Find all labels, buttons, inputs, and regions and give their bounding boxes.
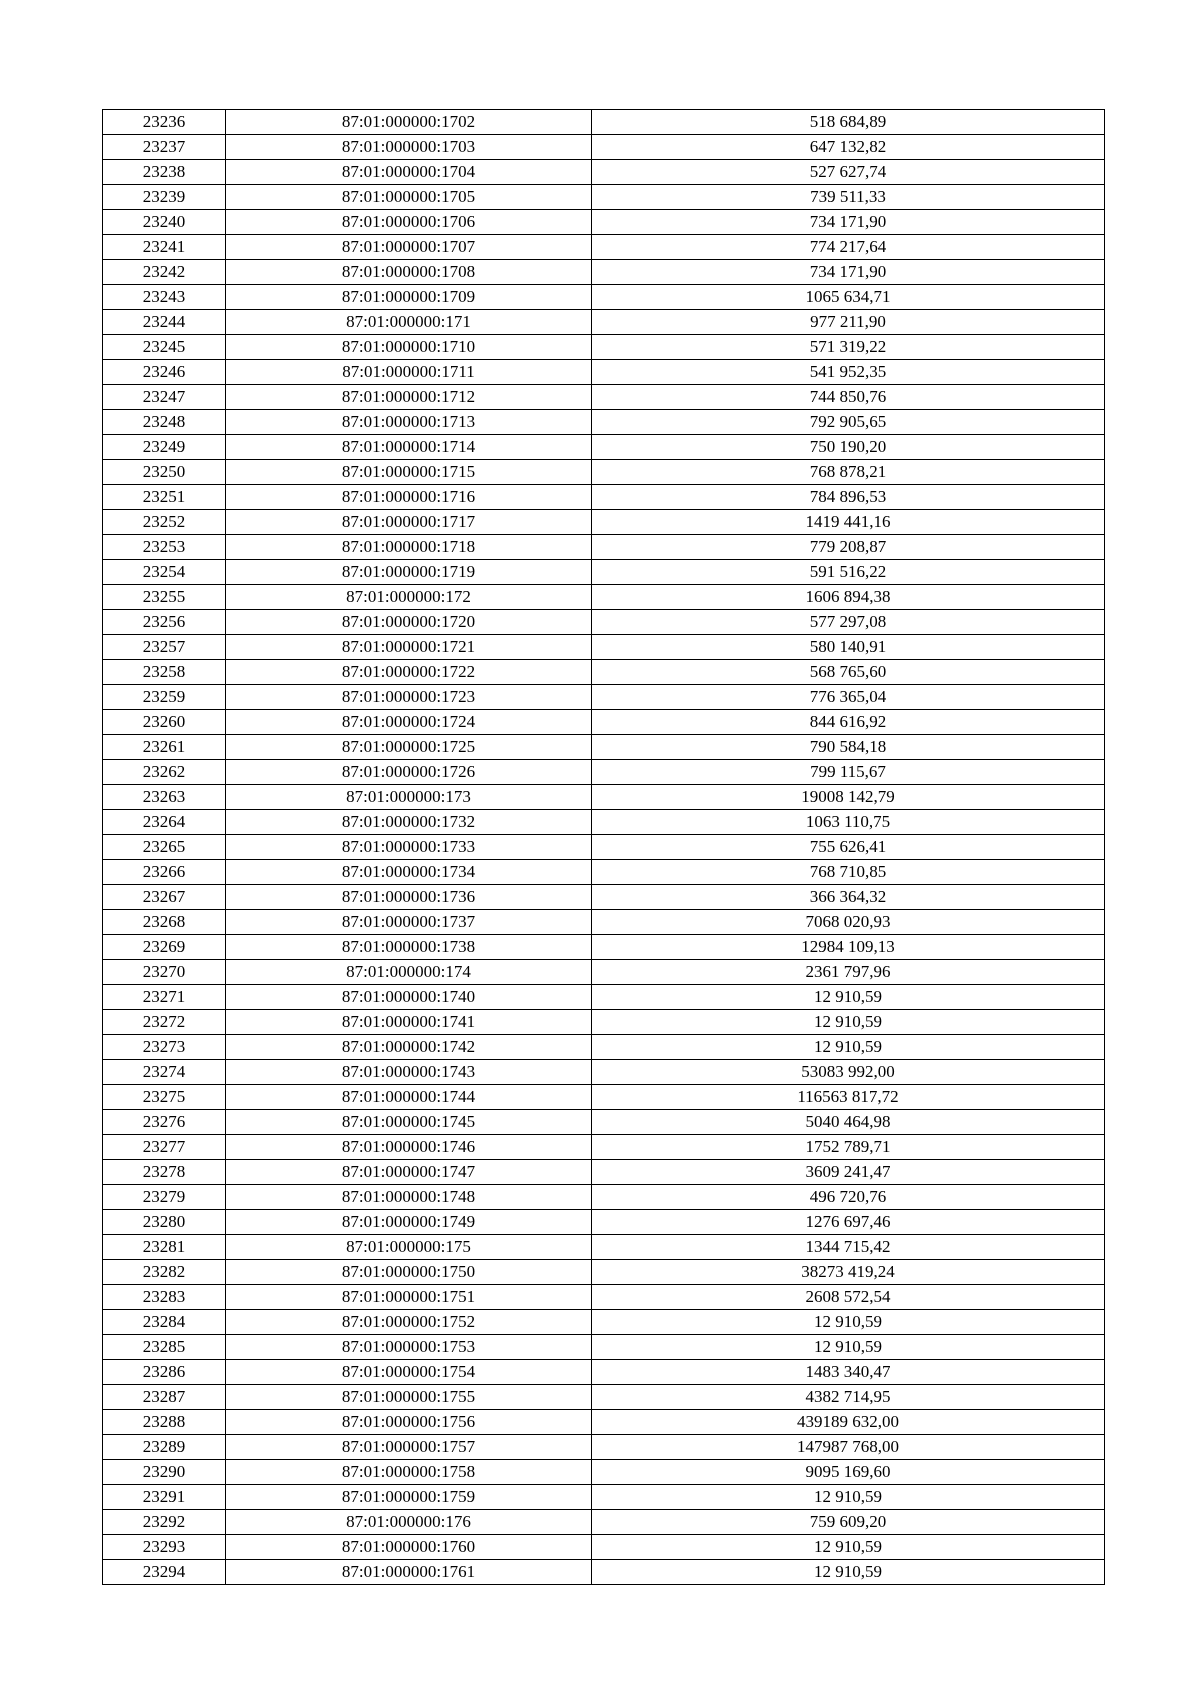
- row-number-cell: 23266: [103, 860, 226, 885]
- cadastral-number-cell: 87:01:000000:1708: [226, 260, 592, 285]
- value-cell: 1276 697,46: [592, 1210, 1105, 1235]
- table-row: [103, 885, 1105, 910]
- cadastral-number-cell: 87:01:000000:1714: [226, 435, 592, 460]
- table-row: [103, 1085, 1105, 1110]
- table-row: [103, 1010, 1105, 1035]
- cadastral-number-cell: 87:01:000000:1711: [226, 360, 592, 385]
- table-row: [103, 535, 1105, 560]
- table-row: [103, 1360, 1105, 1385]
- row-number-cell: 23238: [103, 160, 226, 185]
- cadastral-number-cell: 87:01:000000:1726: [226, 760, 592, 785]
- cadastral-value-table: [102, 109, 1105, 1585]
- row-number-cell: 23283: [103, 1285, 226, 1310]
- table-row: [103, 585, 1105, 610]
- value-cell: 12 910,59: [592, 1335, 1105, 1360]
- row-number-cell: 23272: [103, 1010, 226, 1035]
- value-cell: 571 319,22: [592, 335, 1105, 360]
- value-cell: 5040 464,98: [592, 1110, 1105, 1135]
- row-number-cell: 23292: [103, 1510, 226, 1535]
- row-number-cell: 23277: [103, 1135, 226, 1160]
- row-number-cell: 23291: [103, 1485, 226, 1510]
- row-number-cell: 23240: [103, 210, 226, 235]
- row-number-cell: 23248: [103, 410, 226, 435]
- table-row: [103, 1485, 1105, 1510]
- table-row: [103, 1435, 1105, 1460]
- cadastral-number-cell: 87:01:000000:1737: [226, 910, 592, 935]
- cadastral-number-cell: 87:01:000000:1717: [226, 510, 592, 535]
- row-number-cell: 23260: [103, 710, 226, 735]
- cadastral-number-cell: 87:01:000000:1706: [226, 210, 592, 235]
- value-cell: 977 211,90: [592, 310, 1105, 335]
- cadastral-number-cell: 87:01:000000:1744: [226, 1085, 592, 1110]
- cadastral-number-cell: 87:01:000000:1736: [226, 885, 592, 910]
- cadastral-number-cell: 87:01:000000:1748: [226, 1185, 592, 1210]
- table-row: [103, 435, 1105, 460]
- cadastral-number-cell: 87:01:000000:1750: [226, 1260, 592, 1285]
- row-number-cell: 23269: [103, 935, 226, 960]
- row-number-cell: 23290: [103, 1460, 226, 1485]
- value-cell: 799 115,67: [592, 760, 1105, 785]
- value-cell: 759 609,20: [592, 1510, 1105, 1535]
- cadastral-number-cell: 87:01:000000:173: [226, 785, 592, 810]
- row-number-cell: 23264: [103, 810, 226, 835]
- value-cell: 1063 110,75: [592, 810, 1105, 835]
- table-row: [103, 1510, 1105, 1535]
- value-cell: 734 171,90: [592, 210, 1105, 235]
- row-number-cell: 23249: [103, 435, 226, 460]
- row-number-cell: 23239: [103, 185, 226, 210]
- row-number-cell: 23285: [103, 1335, 226, 1360]
- table-row: [103, 960, 1105, 985]
- table-row: [103, 785, 1105, 810]
- table-row: [103, 985, 1105, 1010]
- table-row: [103, 560, 1105, 585]
- table-row: [103, 510, 1105, 535]
- value-cell: 1419 441,16: [592, 510, 1105, 535]
- value-cell: 12 910,59: [592, 985, 1105, 1010]
- value-cell: 12 910,59: [592, 1560, 1105, 1585]
- table-row: [103, 1135, 1105, 1160]
- table-row: [103, 1310, 1105, 1335]
- row-number-cell: 23254: [103, 560, 226, 585]
- cadastral-number-cell: 87:01:000000:1753: [226, 1335, 592, 1360]
- row-number-cell: 23245: [103, 335, 226, 360]
- table-row: [103, 1460, 1105, 1485]
- table-row: [103, 685, 1105, 710]
- row-number-cell: 23257: [103, 635, 226, 660]
- value-cell: 541 952,35: [592, 360, 1105, 385]
- value-cell: 12 910,59: [592, 1035, 1105, 1060]
- cadastral-number-cell: 87:01:000000:1743: [226, 1060, 592, 1085]
- cadastral-number-cell: 87:01:000000:1759: [226, 1485, 592, 1510]
- value-cell: 1344 715,42: [592, 1235, 1105, 1260]
- value-cell: 38273 419,24: [592, 1260, 1105, 1285]
- cadastral-number-cell: 87:01:000000:1716: [226, 485, 592, 510]
- table-row: [103, 1160, 1105, 1185]
- value-cell: 12984 109,13: [592, 935, 1105, 960]
- cadastral-number-cell: 87:01:000000:1715: [226, 460, 592, 485]
- row-number-cell: 23294: [103, 1560, 226, 1585]
- value-cell: 790 584,18: [592, 735, 1105, 760]
- row-number-cell: 23271: [103, 985, 226, 1010]
- cadastral-number-cell: 87:01:000000:1718: [226, 535, 592, 560]
- table-row: [103, 310, 1105, 335]
- value-cell: 439189 632,00: [592, 1410, 1105, 1435]
- row-number-cell: 23281: [103, 1235, 226, 1260]
- cadastral-number-cell: 87:01:000000:1720: [226, 610, 592, 635]
- cadastral-number-cell: 87:01:000000:1738: [226, 935, 592, 960]
- row-number-cell: 23236: [103, 110, 226, 135]
- row-number-cell: 23265: [103, 835, 226, 860]
- cadastral-number-cell: 87:01:000000:1724: [226, 710, 592, 735]
- row-number-cell: 23273: [103, 1035, 226, 1060]
- table-row: [103, 260, 1105, 285]
- table-row: [103, 235, 1105, 260]
- table-row: [103, 460, 1105, 485]
- table-row: [103, 1035, 1105, 1060]
- table-row: [103, 1285, 1105, 1310]
- cadastral-number-cell: 87:01:000000:171: [226, 310, 592, 335]
- table-row: [103, 1385, 1105, 1410]
- table-row: [103, 860, 1105, 885]
- table-row: [103, 910, 1105, 935]
- value-cell: 647 132,82: [592, 135, 1105, 160]
- table-row: [103, 285, 1105, 310]
- value-cell: 784 896,53: [592, 485, 1105, 510]
- table-row: [103, 835, 1105, 860]
- cadastral-number-cell: 87:01:000000:1755: [226, 1385, 592, 1410]
- table-row: [103, 385, 1105, 410]
- row-number-cell: 23250: [103, 460, 226, 485]
- table-row: [103, 1535, 1105, 1560]
- table-row: [103, 410, 1105, 435]
- value-cell: 4382 714,95: [592, 1385, 1105, 1410]
- cadastral-number-cell: 87:01:000000:1710: [226, 335, 592, 360]
- row-number-cell: 23280: [103, 1210, 226, 1235]
- table-row: [103, 1185, 1105, 1210]
- row-number-cell: 23287: [103, 1385, 226, 1410]
- row-number-cell: 23288: [103, 1410, 226, 1435]
- row-number-cell: 23289: [103, 1435, 226, 1460]
- table-row: [103, 760, 1105, 785]
- cadastral-number-cell: 87:01:000000:176: [226, 1510, 592, 1535]
- value-cell: 12 910,59: [592, 1010, 1105, 1035]
- table-row: [103, 710, 1105, 735]
- value-cell: 734 171,90: [592, 260, 1105, 285]
- table-row: [103, 635, 1105, 660]
- cadastral-number-cell: 87:01:000000:1740: [226, 985, 592, 1010]
- row-number-cell: 23253: [103, 535, 226, 560]
- row-number-cell: 23243: [103, 285, 226, 310]
- cadastral-number-cell: 87:01:000000:1713: [226, 410, 592, 435]
- value-cell: 591 516,22: [592, 560, 1105, 585]
- value-cell: 116563 817,72: [592, 1085, 1105, 1110]
- value-cell: 739 511,33: [592, 185, 1105, 210]
- value-cell: 2361 797,96: [592, 960, 1105, 985]
- table-row: [103, 110, 1105, 135]
- value-cell: 147987 768,00: [592, 1435, 1105, 1460]
- value-cell: 774 217,64: [592, 235, 1105, 260]
- table-row: [103, 935, 1105, 960]
- cadastral-number-cell: 87:01:000000:1721: [226, 635, 592, 660]
- value-cell: 9095 169,60: [592, 1460, 1105, 1485]
- table-row: [103, 1335, 1105, 1360]
- row-number-cell: 23267: [103, 885, 226, 910]
- table-row: [103, 185, 1105, 210]
- value-cell: 568 765,60: [592, 660, 1105, 685]
- row-number-cell: 23241: [103, 235, 226, 260]
- cadastral-number-cell: 87:01:000000:1758: [226, 1460, 592, 1485]
- value-cell: 496 720,76: [592, 1185, 1105, 1210]
- cadastral-number-cell: 87:01:000000:1756: [226, 1410, 592, 1435]
- cadastral-number-cell: 87:01:000000:175: [226, 1235, 592, 1260]
- cadastral-number-cell: 87:01:000000:1749: [226, 1210, 592, 1235]
- cadastral-number-cell: 87:01:000000:1760: [226, 1535, 592, 1560]
- cadastral-number-cell: 87:01:000000:1705: [226, 185, 592, 210]
- cadastral-number-cell: 87:01:000000:1723: [226, 685, 592, 710]
- value-cell: 580 140,91: [592, 635, 1105, 660]
- cadastral-number-cell: 87:01:000000:1754: [226, 1360, 592, 1385]
- row-number-cell: 23275: [103, 1085, 226, 1110]
- row-number-cell: 23246: [103, 360, 226, 385]
- table-row: [103, 1560, 1105, 1585]
- table-row: [103, 1260, 1105, 1285]
- table-row: [103, 485, 1105, 510]
- table-row: [103, 660, 1105, 685]
- table-row: [103, 610, 1105, 635]
- row-number-cell: 23263: [103, 785, 226, 810]
- row-number-cell: 23279: [103, 1185, 226, 1210]
- table-row: [103, 735, 1105, 760]
- row-number-cell: 23255: [103, 585, 226, 610]
- cadastral-number-cell: 87:01:000000:1741: [226, 1010, 592, 1035]
- table-row: [103, 1060, 1105, 1085]
- cadastral-number-cell: 87:01:000000:1747: [226, 1160, 592, 1185]
- row-number-cell: 23256: [103, 610, 226, 635]
- table-row: [103, 335, 1105, 360]
- value-cell: 755 626,41: [592, 835, 1105, 860]
- value-cell: 577 297,08: [592, 610, 1105, 635]
- value-cell: 776 365,04: [592, 685, 1105, 710]
- cadastral-number-cell: 87:01:000000:174: [226, 960, 592, 985]
- table-body: [103, 110, 1105, 1585]
- value-cell: 12 910,59: [592, 1485, 1105, 1510]
- table-row: [103, 160, 1105, 185]
- value-cell: 12 910,59: [592, 1535, 1105, 1560]
- cadastral-number-cell: 87:01:000000:1722: [226, 660, 592, 685]
- row-number-cell: 23274: [103, 1060, 226, 1085]
- row-number-cell: 23247: [103, 385, 226, 410]
- table-row: [103, 210, 1105, 235]
- row-number-cell: 23270: [103, 960, 226, 985]
- value-cell: 53083 992,00: [592, 1060, 1105, 1085]
- cadastral-number-cell: 87:01:000000:1703: [226, 135, 592, 160]
- table-row: [103, 1210, 1105, 1235]
- value-cell: 844 616,92: [592, 710, 1105, 735]
- value-cell: 792 905,65: [592, 410, 1105, 435]
- row-number-cell: 23262: [103, 760, 226, 785]
- cadastral-number-cell: 87:01:000000:1757: [226, 1435, 592, 1460]
- cadastral-number-cell: 87:01:000000:1709: [226, 285, 592, 310]
- value-cell: 527 627,74: [592, 160, 1105, 185]
- cadastral-number-cell: 87:01:000000:1745: [226, 1110, 592, 1135]
- row-number-cell: 23258: [103, 660, 226, 685]
- cadastral-number-cell: 87:01:000000:1733: [226, 835, 592, 860]
- value-cell: 750 190,20: [592, 435, 1105, 460]
- row-number-cell: 23282: [103, 1260, 226, 1285]
- row-number-cell: 23268: [103, 910, 226, 935]
- value-cell: 1483 340,47: [592, 1360, 1105, 1385]
- row-number-cell: 23278: [103, 1160, 226, 1185]
- table-row: [103, 1110, 1105, 1135]
- value-cell: 19008 142,79: [592, 785, 1105, 810]
- table-row: [103, 360, 1105, 385]
- cadastral-number-cell: 87:01:000000:1725: [226, 735, 592, 760]
- table-row: [103, 810, 1105, 835]
- cadastral-number-cell: 87:01:000000:1752: [226, 1310, 592, 1335]
- cadastral-number-cell: 87:01:000000:1732: [226, 810, 592, 835]
- row-number-cell: 23252: [103, 510, 226, 535]
- value-cell: 744 850,76: [592, 385, 1105, 410]
- cadastral-number-cell: 87:01:000000:1742: [226, 1035, 592, 1060]
- cadastral-number-cell: 87:01:000000:1751: [226, 1285, 592, 1310]
- value-cell: 779 208,87: [592, 535, 1105, 560]
- cadastral-number-cell: 87:01:000000:1734: [226, 860, 592, 885]
- table-row: [103, 135, 1105, 160]
- value-cell: 1065 634,71: [592, 285, 1105, 310]
- cadastral-number-cell: 87:01:000000:172: [226, 585, 592, 610]
- row-number-cell: 23276: [103, 1110, 226, 1135]
- row-number-cell: 23293: [103, 1535, 226, 1560]
- cadastral-number-cell: 87:01:000000:1712: [226, 385, 592, 410]
- cadastral-number-cell: 87:01:000000:1707: [226, 235, 592, 260]
- row-number-cell: 23237: [103, 135, 226, 160]
- value-cell: 12 910,59: [592, 1310, 1105, 1335]
- row-number-cell: 23251: [103, 485, 226, 510]
- cadastral-number-cell: 87:01:000000:1746: [226, 1135, 592, 1160]
- value-cell: 518 684,89: [592, 110, 1105, 135]
- cadastral-number-cell: 87:01:000000:1704: [226, 160, 592, 185]
- row-number-cell: 23261: [103, 735, 226, 760]
- row-number-cell: 23242: [103, 260, 226, 285]
- row-number-cell: 23244: [103, 310, 226, 335]
- value-cell: 2608 572,54: [592, 1285, 1105, 1310]
- table-row: [103, 1410, 1105, 1435]
- row-number-cell: 23284: [103, 1310, 226, 1335]
- cadastral-number-cell: 87:01:000000:1719: [226, 560, 592, 585]
- value-cell: 3609 241,47: [592, 1160, 1105, 1185]
- value-cell: 1752 789,71: [592, 1135, 1105, 1160]
- value-cell: 1606 894,38: [592, 585, 1105, 610]
- row-number-cell: 23259: [103, 685, 226, 710]
- value-cell: 366 364,32: [592, 885, 1105, 910]
- value-cell: 7068 020,93: [592, 910, 1105, 935]
- row-number-cell: 23286: [103, 1360, 226, 1385]
- table-row: [103, 1235, 1105, 1260]
- value-cell: 768 878,21: [592, 460, 1105, 485]
- value-cell: 768 710,85: [592, 860, 1105, 885]
- cadastral-number-cell: 87:01:000000:1702: [226, 110, 592, 135]
- cadastral-number-cell: 87:01:000000:1761: [226, 1560, 592, 1585]
